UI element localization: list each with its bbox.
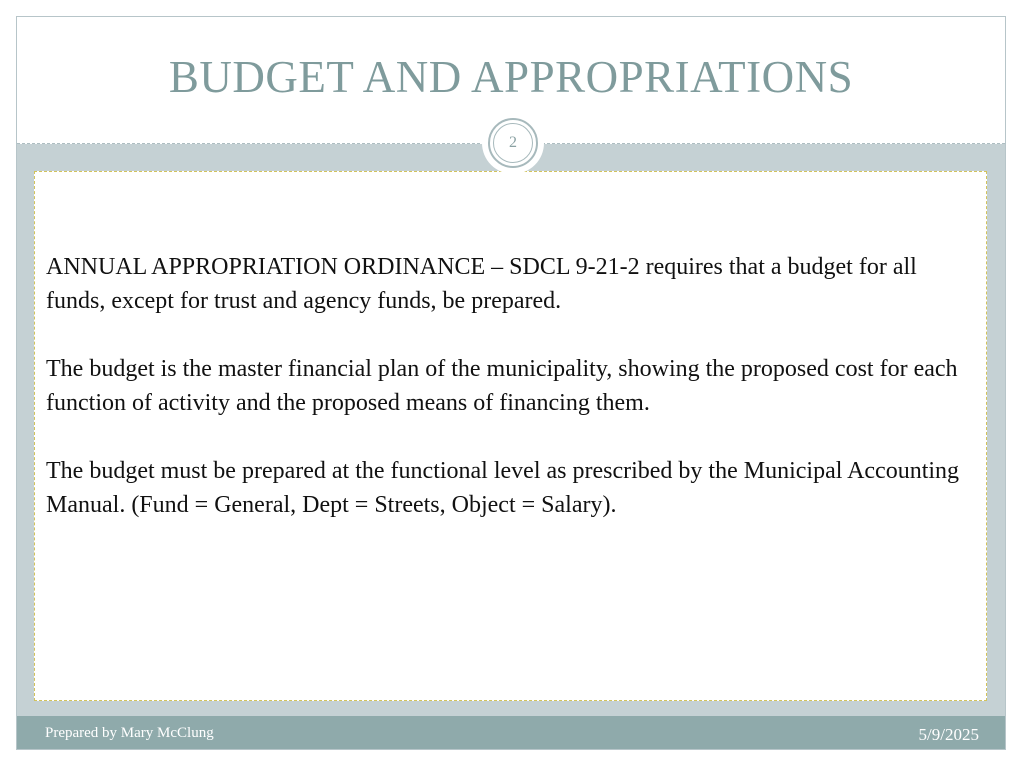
content-placeholder (34, 171, 987, 701)
slide-number: 2 (493, 123, 533, 163)
paragraph-master-plan: The budget is the master financial plan of the municipality, showing the proposed cost for each function of activity and the proposed means of financing them. (46, 356, 958, 416)
slide-number-badge (488, 118, 538, 168)
footer-date: 5/9/2025 (918, 725, 979, 744)
footer-bar (17, 716, 1005, 749)
footer-author: Prepared by Mary McClung (45, 725, 214, 741)
slide (16, 16, 1006, 750)
slide-title: BUDGET AND APPROPRIATIONS (168, 52, 854, 102)
paragraph-functional-level: The budget must be prepared at the functional level as prescribed by the Municipal Accounting Manual. (Fund = General, Dept = Streets, Object = Salary). (46, 458, 960, 518)
body-text (46, 250, 981, 556)
paragraph-appropriation-ordinance: ANNUAL APPROPRIATION ORDINANCE – SDCL 9-21-2 requires that a budget for all funds, except for trust and agency funds, be prepared. (46, 254, 917, 314)
